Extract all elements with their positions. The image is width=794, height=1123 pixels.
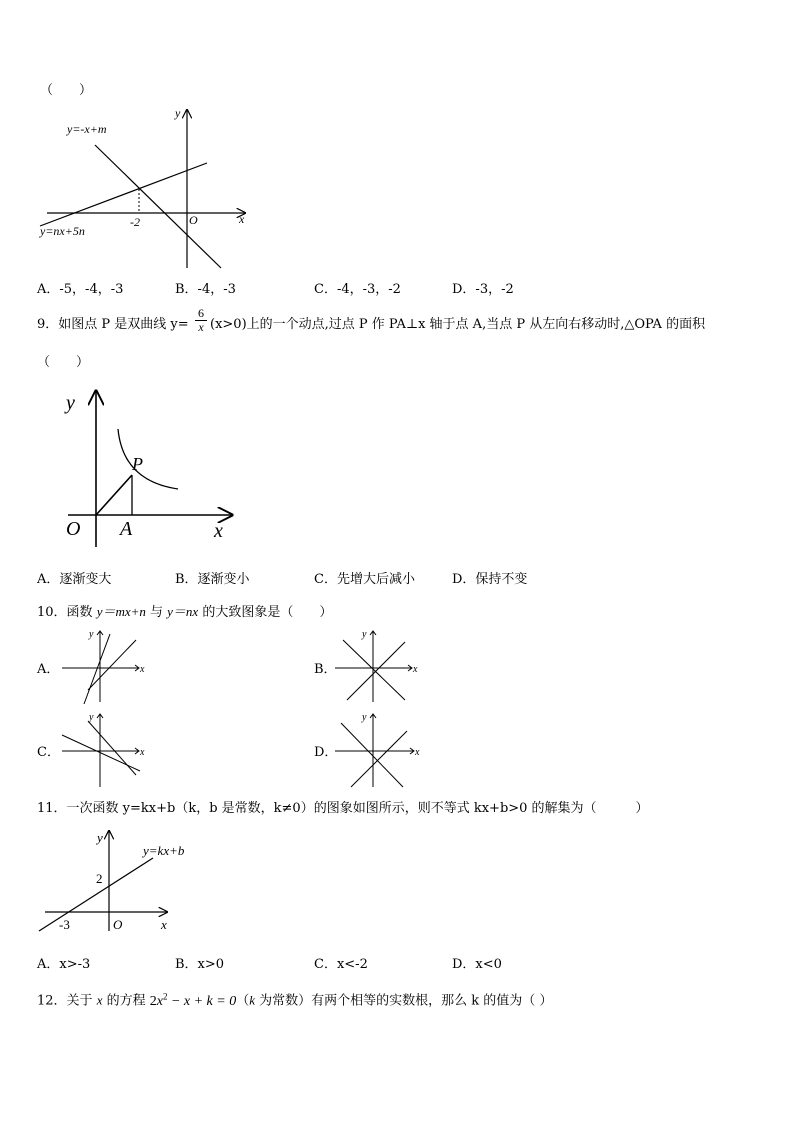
q8-label-x: x: [239, 212, 245, 226]
q10-option-c: C．: [37, 745, 60, 760]
q12-equation: [149, 991, 237, 1009]
q10-a-y: y: [89, 629, 94, 640]
q10-stem: [37, 604, 332, 621]
q10-c-x: x: [140, 747, 145, 758]
q9-label-p: P: [132, 454, 143, 474]
q12-prefix: 12．关于: [37, 993, 97, 1009]
q10-graph-a: [60, 628, 150, 708]
q10-func1: y＝mx+n: [96, 604, 146, 619]
q8-line-neg: [95, 145, 221, 268]
q12-mid2: （: [236, 993, 250, 1009]
q8-label-o: O: [189, 213, 198, 227]
q9-stem-suffix: (x>0)上的一个动点,过点 P 作 PA⊥x 轴于点 A,当点 P 从左向右移动时,△OPA 的面积: [210, 317, 706, 332]
q12-eq-rest: − x + k = 0: [167, 993, 237, 1009]
q8-label-y: y: [175, 106, 181, 120]
q11-option-a: A．x>-3: [37, 957, 91, 972]
q9-option-d: D．保持不变: [452, 572, 528, 587]
q12-stem: [37, 988, 552, 1010]
q10-number: 10．函数: [37, 605, 97, 620]
q11-label-x: x: [161, 917, 167, 932]
q10-a-x: x: [140, 664, 145, 675]
q8-label-line2: y=nx+5n: [40, 224, 85, 238]
q12-eq-exp: 2: [162, 991, 168, 1001]
q12-eq-coef: 2: [149, 993, 157, 1009]
q10-conj: 与: [145, 605, 168, 620]
q11-label-o: O: [113, 917, 123, 932]
q11-option-d: D．x<0: [452, 957, 502, 972]
q10-b-x: x: [413, 664, 418, 675]
q10-graph-b: [333, 628, 423, 708]
q10-graph-c: [60, 711, 150, 791]
q9-option-b: B．逐渐变小: [175, 572, 250, 587]
q12-var-x: x: [96, 992, 103, 1008]
q9-label-o: O: [66, 518, 81, 540]
q10-d-y: y: [362, 712, 367, 723]
q10-c-y: y: [89, 712, 94, 723]
q11-label-line: y=kx+b: [143, 843, 185, 858]
q9-option-a: A．逐渐变大: [37, 572, 112, 587]
q9-graph: [60, 385, 260, 555]
q8-option-d: D．-3，-2: [452, 282, 514, 297]
q9-frac-numerator: 6: [198, 306, 204, 320]
q9-label-x: x: [214, 520, 223, 542]
q10-suffix: 的大致图象是（ ）: [198, 605, 333, 620]
q12-mid1: 的方程: [102, 993, 150, 1009]
q8-option-b: B．-4，-3: [175, 282, 236, 297]
q11-label-neg3: -3: [59, 917, 70, 932]
q8-option-c: C．-4，-3，-2: [314, 282, 401, 297]
q10-b-y: y: [362, 629, 367, 640]
q10-graph-d: [333, 711, 433, 791]
q11-option-c: C．x<-2: [314, 957, 368, 972]
q8-label-line1: y=-x+m: [67, 122, 107, 136]
q9-stem-prefix: 9．如图点 P 是双曲线 y=: [37, 317, 189, 332]
q9-frac-denominator: x: [198, 320, 204, 334]
q12-var-k: k: [249, 992, 256, 1008]
q11-graph: [35, 823, 205, 938]
q9-fraction: [194, 307, 208, 334]
q9-label-a: A: [120, 518, 133, 540]
q9-segment-op: [96, 475, 132, 515]
q8-option-a: A．-5，-4，-3: [37, 282, 124, 297]
q10-d-x: x: [415, 747, 420, 758]
q8-label-tick: -2: [130, 215, 140, 229]
q10-option-a: A．: [37, 662, 60, 677]
q11-stem: 11．一次函数 y=kx+b（k，b 是常数，k≠0）的图象如图所示，则不等式 kx+b>0 的解集为（ ）: [37, 801, 649, 816]
q10-option-b: B．: [314, 662, 337, 677]
q8-graph: [35, 100, 255, 270]
q12-suffix: 为常数）有两个相等的实数根，那么 k 的值为（ ）: [255, 993, 553, 1009]
q11-option-b: B．x>0: [175, 957, 225, 972]
q11-line: [39, 858, 153, 931]
q9-answer-parens: （ ）: [37, 355, 90, 370]
q10-option-d: D．: [314, 745, 338, 760]
q10-func2: y＝nx: [167, 604, 199, 619]
q9-option-c: C．先增大后减小: [314, 572, 415, 587]
q12-eq-x: x: [156, 993, 163, 1009]
q11-label-y: y: [97, 830, 103, 845]
q8-answer-parens: （ ）: [40, 83, 93, 98]
q11-label-two: 2: [96, 871, 103, 886]
q9-label-y: y: [66, 392, 75, 414]
